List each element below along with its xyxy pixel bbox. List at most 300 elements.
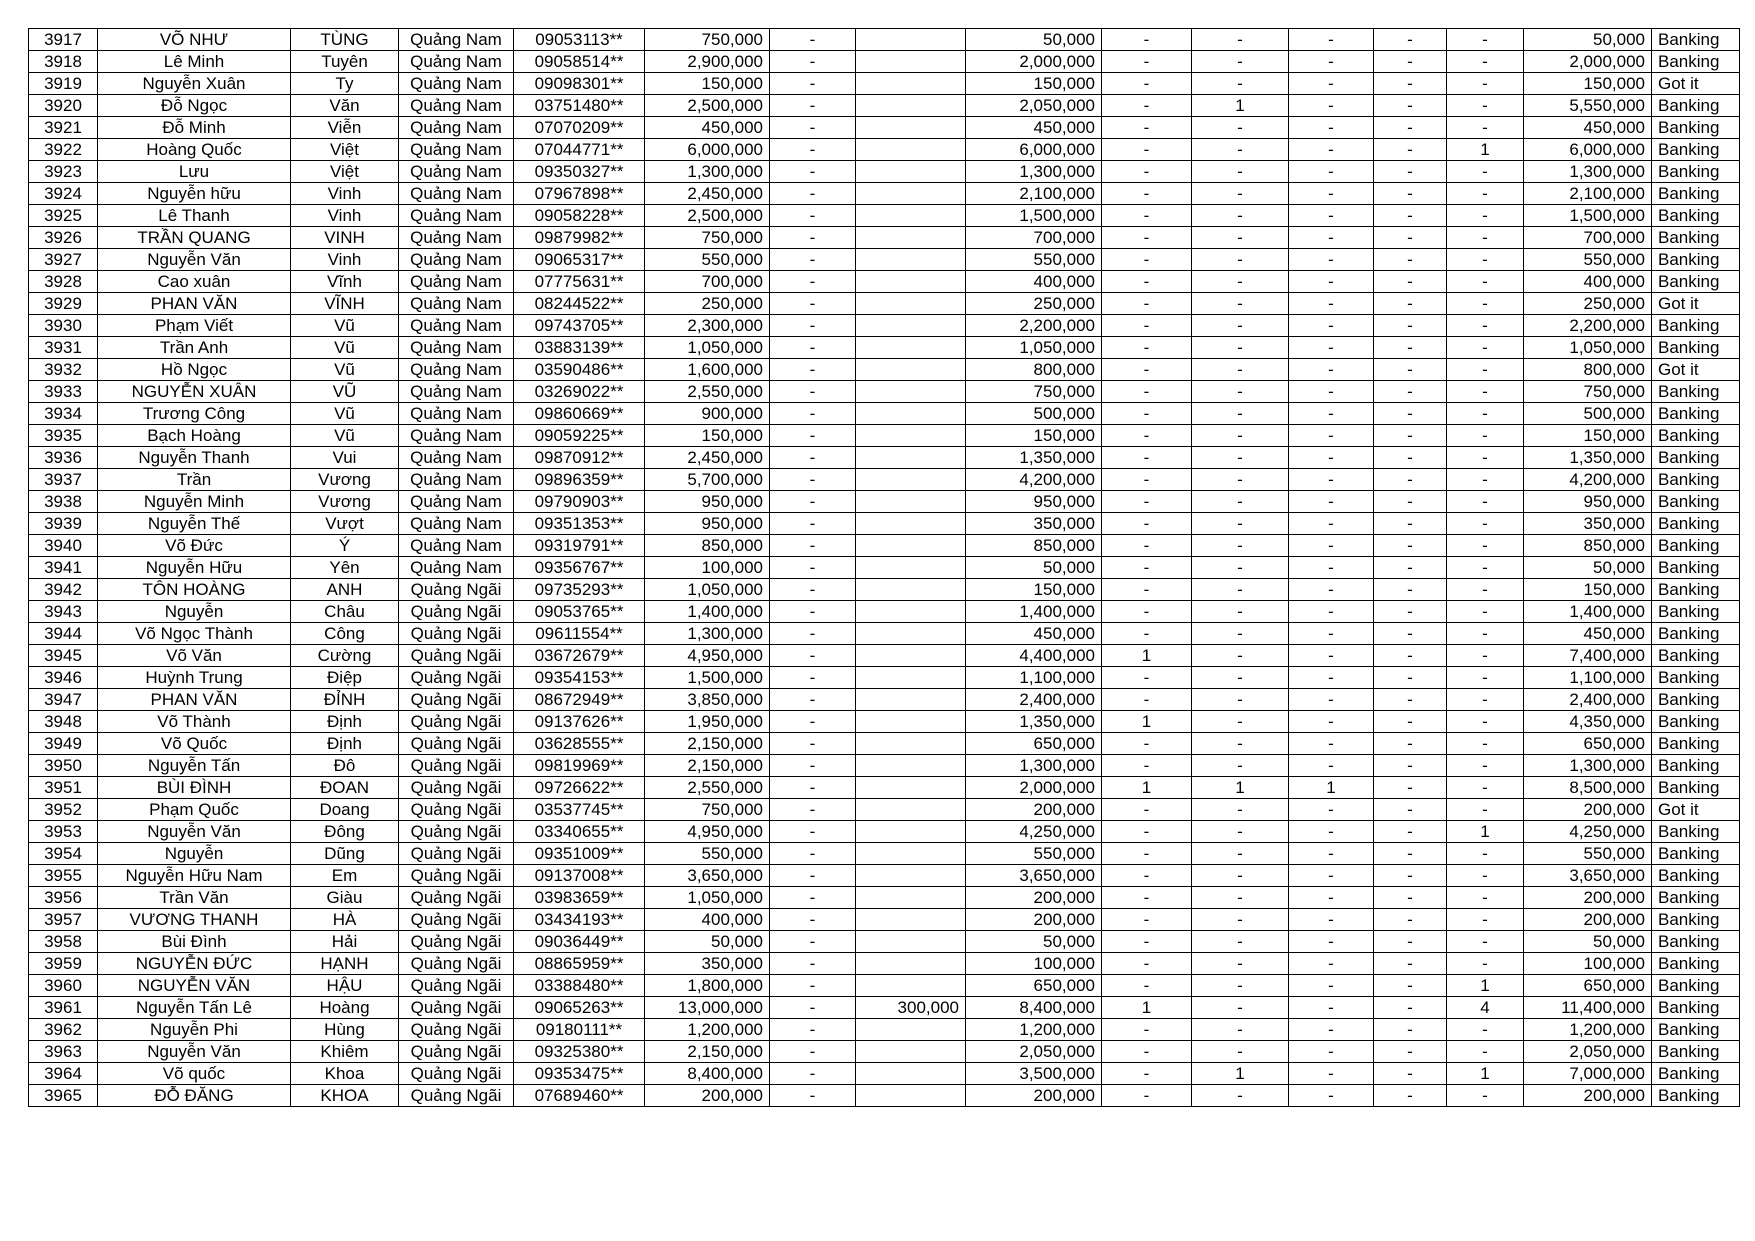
- paid-amount-cell: 50,000: [966, 557, 1102, 579]
- payment-method-cell: Banking: [1652, 403, 1740, 425]
- total-cell: 2,100,000: [1524, 183, 1652, 205]
- row-number: 3917: [29, 29, 98, 51]
- phone-cell: 09611554**: [514, 623, 645, 645]
- table-row: [29, 403, 1740, 425]
- amount-cell: 2,300,000: [645, 315, 770, 337]
- extra-amount-cell: [856, 799, 966, 821]
- count-a-cell: -: [1102, 271, 1192, 293]
- extra-amount-cell: [856, 557, 966, 579]
- dash-cell: -: [770, 909, 856, 931]
- first-name-cell: Nguyễn: [98, 843, 291, 865]
- count-c-cell: -: [1289, 1019, 1374, 1041]
- phone-cell: 08672949**: [514, 689, 645, 711]
- dash-cell: -: [770, 73, 856, 95]
- count-e-cell: -: [1447, 117, 1524, 139]
- payment-method-cell: Banking: [1652, 139, 1740, 161]
- table-row: [29, 139, 1740, 161]
- paid-amount-cell: 2,000,000: [966, 51, 1102, 73]
- count-d-cell: -: [1374, 381, 1447, 403]
- given-name-cell: Yên: [291, 557, 399, 579]
- first-name-cell: Đỗ Minh: [98, 117, 291, 139]
- row-number: 3950: [29, 755, 98, 777]
- paid-amount-cell: 950,000: [966, 491, 1102, 513]
- paid-amount-cell: 250,000: [966, 293, 1102, 315]
- phone-cell: 09059225**: [514, 425, 645, 447]
- dash-cell: -: [770, 447, 856, 469]
- count-b-cell: -: [1192, 271, 1289, 293]
- amount-cell: 2,150,000: [645, 733, 770, 755]
- payment-method-cell: Banking: [1652, 249, 1740, 271]
- amount-cell: 750,000: [645, 799, 770, 821]
- count-d-cell: -: [1374, 403, 1447, 425]
- paid-amount-cell: 450,000: [966, 117, 1102, 139]
- province-cell: Quảng Ngãi: [399, 777, 514, 799]
- table-row: [29, 271, 1740, 293]
- count-e-cell: -: [1447, 623, 1524, 645]
- phone-cell: 09879982**: [514, 227, 645, 249]
- row-number: 3924: [29, 183, 98, 205]
- count-a-cell: -: [1102, 491, 1192, 513]
- row-number: 3932: [29, 359, 98, 381]
- first-name-cell: Nguyễn Xuân: [98, 73, 291, 95]
- count-a-cell: -: [1102, 73, 1192, 95]
- table-row: [29, 1085, 1740, 1107]
- province-cell: Quảng Ngãi: [399, 733, 514, 755]
- province-cell: Quảng Nam: [399, 271, 514, 293]
- count-e-cell: -: [1447, 227, 1524, 249]
- count-e-cell: -: [1447, 557, 1524, 579]
- count-b-cell: 1: [1192, 1063, 1289, 1085]
- count-e-cell: -: [1447, 513, 1524, 535]
- row-number: 3953: [29, 821, 98, 843]
- given-name-cell: HẬU: [291, 975, 399, 997]
- extra-amount-cell: [856, 403, 966, 425]
- dash-cell: -: [770, 711, 856, 733]
- province-cell: Quảng Nam: [399, 139, 514, 161]
- province-cell: Quảng Nam: [399, 117, 514, 139]
- count-a-cell: -: [1102, 799, 1192, 821]
- count-e-cell: -: [1447, 183, 1524, 205]
- count-b-cell: -: [1192, 139, 1289, 161]
- total-cell: 800,000: [1524, 359, 1652, 381]
- count-a-cell: -: [1102, 469, 1192, 491]
- phone-cell: 09180111**: [514, 1019, 645, 1041]
- count-a-cell: -: [1102, 29, 1192, 51]
- paid-amount-cell: 200,000: [966, 909, 1102, 931]
- row-number: 3948: [29, 711, 98, 733]
- count-e-cell: -: [1447, 447, 1524, 469]
- given-name-cell: Hùng: [291, 1019, 399, 1041]
- table-row: [29, 711, 1740, 733]
- phone-cell: 09726622**: [514, 777, 645, 799]
- count-c-cell: -: [1289, 161, 1374, 183]
- count-d-cell: -: [1374, 117, 1447, 139]
- dash-cell: -: [770, 1063, 856, 1085]
- count-b-cell: -: [1192, 579, 1289, 601]
- dash-cell: -: [770, 777, 856, 799]
- total-cell: 1,400,000: [1524, 601, 1652, 623]
- row-number: 3922: [29, 139, 98, 161]
- paid-amount-cell: 1,200,000: [966, 1019, 1102, 1041]
- province-cell: Quảng Ngãi: [399, 623, 514, 645]
- total-cell: 1,350,000: [1524, 447, 1652, 469]
- paid-amount-cell: 150,000: [966, 425, 1102, 447]
- count-e-cell: -: [1447, 1041, 1524, 1063]
- total-cell: 1,050,000: [1524, 337, 1652, 359]
- province-cell: Quảng Nam: [399, 491, 514, 513]
- phone-cell: 03751480**: [514, 95, 645, 117]
- count-c-cell: -: [1289, 953, 1374, 975]
- given-name-cell: Định: [291, 711, 399, 733]
- given-name-cell: Vinh: [291, 249, 399, 271]
- count-d-cell: -: [1374, 51, 1447, 73]
- count-d-cell: -: [1374, 975, 1447, 997]
- payment-method-cell: Got it: [1652, 73, 1740, 95]
- dash-cell: -: [770, 557, 856, 579]
- first-name-cell: Nguyễn Thế: [98, 513, 291, 535]
- payment-method-cell: Banking: [1652, 667, 1740, 689]
- phone-cell: 09743705**: [514, 315, 645, 337]
- extra-amount-cell: [856, 29, 966, 51]
- count-d-cell: -: [1374, 733, 1447, 755]
- extra-amount-cell: [856, 359, 966, 381]
- payment-method-cell: Banking: [1652, 29, 1740, 51]
- province-cell: Quảng Nam: [399, 183, 514, 205]
- row-number: 3934: [29, 403, 98, 425]
- extra-amount-cell: [856, 623, 966, 645]
- payment-method-cell: Banking: [1652, 535, 1740, 557]
- count-b-cell: -: [1192, 469, 1289, 491]
- province-cell: Quảng Ngãi: [399, 843, 514, 865]
- extra-amount-cell: [856, 667, 966, 689]
- count-b-cell: -: [1192, 513, 1289, 535]
- count-d-cell: -: [1374, 821, 1447, 843]
- count-d-cell: -: [1374, 271, 1447, 293]
- given-name-cell: Ty: [291, 73, 399, 95]
- amount-cell: 1,050,000: [645, 579, 770, 601]
- phone-cell: 07775631**: [514, 271, 645, 293]
- count-a-cell: -: [1102, 1019, 1192, 1041]
- count-d-cell: -: [1374, 491, 1447, 513]
- count-e-cell: -: [1447, 667, 1524, 689]
- given-name-cell: Cường: [291, 645, 399, 667]
- count-d-cell: -: [1374, 579, 1447, 601]
- total-cell: 150,000: [1524, 579, 1652, 601]
- count-c-cell: -: [1289, 51, 1374, 73]
- count-b-cell: -: [1192, 1041, 1289, 1063]
- count-e-cell: -: [1447, 579, 1524, 601]
- phone-cell: 09319791**: [514, 535, 645, 557]
- count-c-cell: -: [1289, 469, 1374, 491]
- count-c-cell: -: [1289, 117, 1374, 139]
- extra-amount-cell: [856, 953, 966, 975]
- count-e-cell: -: [1447, 931, 1524, 953]
- given-name-cell: Khiêm: [291, 1041, 399, 1063]
- count-e-cell: -: [1447, 953, 1524, 975]
- total-cell: 2,400,000: [1524, 689, 1652, 711]
- province-cell: Quảng Nam: [399, 51, 514, 73]
- given-name-cell: Hoàng: [291, 997, 399, 1019]
- count-b-cell: -: [1192, 51, 1289, 73]
- given-name-cell: Giàu: [291, 887, 399, 909]
- dash-cell: -: [770, 1041, 856, 1063]
- table-row: [29, 887, 1740, 909]
- count-b-cell: -: [1192, 491, 1289, 513]
- count-b-cell: -: [1192, 403, 1289, 425]
- count-c-cell: -: [1289, 1085, 1374, 1107]
- phone-cell: 09137626**: [514, 711, 645, 733]
- count-d-cell: -: [1374, 601, 1447, 623]
- province-cell: Quảng Ngãi: [399, 1041, 514, 1063]
- province-cell: Quảng Ngãi: [399, 887, 514, 909]
- paid-amount-cell: 200,000: [966, 887, 1102, 909]
- amount-cell: 150,000: [645, 425, 770, 447]
- total-cell: 11,400,000: [1524, 997, 1652, 1019]
- count-a-cell: 1: [1102, 997, 1192, 1019]
- count-e-cell: -: [1447, 601, 1524, 623]
- count-e-cell: -: [1447, 73, 1524, 95]
- amount-cell: 2,150,000: [645, 1041, 770, 1063]
- payment-method-cell: Banking: [1652, 1085, 1740, 1107]
- paid-amount-cell: 850,000: [966, 535, 1102, 557]
- phone-cell: 09137008**: [514, 865, 645, 887]
- amount-cell: 700,000: [645, 271, 770, 293]
- phone-cell: 08865959**: [514, 953, 645, 975]
- phone-cell: 07044771**: [514, 139, 645, 161]
- paid-amount-cell: 1,500,000: [966, 205, 1102, 227]
- extra-amount-cell: [856, 183, 966, 205]
- amount-cell: 1,300,000: [645, 623, 770, 645]
- paid-amount-cell: 2,050,000: [966, 1041, 1102, 1063]
- payment-method-cell: Banking: [1652, 513, 1740, 535]
- count-b-cell: -: [1192, 425, 1289, 447]
- given-name-cell: Vượt: [291, 513, 399, 535]
- count-b-cell: -: [1192, 645, 1289, 667]
- amount-cell: 2,500,000: [645, 205, 770, 227]
- province-cell: Quảng Ngãi: [399, 1063, 514, 1085]
- count-c-cell: -: [1289, 73, 1374, 95]
- count-b-cell: -: [1192, 447, 1289, 469]
- count-c-cell: -: [1289, 95, 1374, 117]
- province-cell: Quảng Nam: [399, 425, 514, 447]
- given-name-cell: ĐỈNH: [291, 689, 399, 711]
- count-c-cell: -: [1289, 271, 1374, 293]
- province-cell: Quảng Ngãi: [399, 799, 514, 821]
- payment-method-cell: Banking: [1652, 931, 1740, 953]
- count-e-cell: -: [1447, 887, 1524, 909]
- payment-method-cell: Banking: [1652, 271, 1740, 293]
- extra-amount-cell: [856, 95, 966, 117]
- dash-cell: -: [770, 227, 856, 249]
- total-cell: 100,000: [1524, 953, 1652, 975]
- phone-cell: 09860669**: [514, 403, 645, 425]
- count-d-cell: -: [1374, 425, 1447, 447]
- count-a-cell: -: [1102, 381, 1192, 403]
- table-row: [29, 469, 1740, 491]
- paid-amount-cell: 400,000: [966, 271, 1102, 293]
- total-cell: 2,050,000: [1524, 1041, 1652, 1063]
- table-row: [29, 733, 1740, 755]
- payment-method-cell: Banking: [1652, 95, 1740, 117]
- amount-cell: 6,000,000: [645, 139, 770, 161]
- count-e-cell: -: [1447, 293, 1524, 315]
- province-cell: Quảng Nam: [399, 535, 514, 557]
- count-e-cell: -: [1447, 777, 1524, 799]
- row-number: 3929: [29, 293, 98, 315]
- phone-cell: 09098301**: [514, 73, 645, 95]
- table-row: [29, 645, 1740, 667]
- amount-cell: 750,000: [645, 29, 770, 51]
- amount-cell: 1,500,000: [645, 667, 770, 689]
- extra-amount-cell: [856, 381, 966, 403]
- province-cell: Quảng Ngãi: [399, 645, 514, 667]
- phone-cell: 09351009**: [514, 843, 645, 865]
- given-name-cell: VĨNH: [291, 293, 399, 315]
- total-cell: 200,000: [1524, 1085, 1652, 1107]
- count-e-cell: -: [1447, 51, 1524, 73]
- count-a-cell: -: [1102, 315, 1192, 337]
- table-row: [29, 843, 1740, 865]
- extra-amount-cell: [856, 227, 966, 249]
- amount-cell: 2,450,000: [645, 183, 770, 205]
- table-row: [29, 95, 1740, 117]
- count-e-cell: -: [1447, 1085, 1524, 1107]
- count-d-cell: -: [1374, 513, 1447, 535]
- extra-amount-cell: [856, 821, 966, 843]
- first-name-cell: TÔN HOÀNG: [98, 579, 291, 601]
- count-c-cell: -: [1289, 1041, 1374, 1063]
- paid-amount-cell: 2,400,000: [966, 689, 1102, 711]
- count-a-cell: 1: [1102, 711, 1192, 733]
- row-number: 3921: [29, 117, 98, 139]
- total-cell: 2,200,000: [1524, 315, 1652, 337]
- count-c-cell: -: [1289, 711, 1374, 733]
- dash-cell: -: [770, 293, 856, 315]
- count-e-cell: -: [1447, 381, 1524, 403]
- count-d-cell: -: [1374, 161, 1447, 183]
- phone-cell: 09058228**: [514, 205, 645, 227]
- extra-amount-cell: [856, 1041, 966, 1063]
- phone-cell: 03590486**: [514, 359, 645, 381]
- row-number: 3936: [29, 447, 98, 469]
- total-cell: 200,000: [1524, 887, 1652, 909]
- row-number: 3962: [29, 1019, 98, 1041]
- extra-amount-cell: [856, 249, 966, 271]
- total-cell: 7,400,000: [1524, 645, 1652, 667]
- first-name-cell: BÙI ĐÌNH: [98, 777, 291, 799]
- count-a-cell: -: [1102, 161, 1192, 183]
- dash-cell: -: [770, 821, 856, 843]
- count-b-cell: -: [1192, 293, 1289, 315]
- table-row: [29, 117, 1740, 139]
- table-row: [29, 689, 1740, 711]
- total-cell: 1,100,000: [1524, 667, 1652, 689]
- given-name-cell: Vương: [291, 469, 399, 491]
- count-c-cell: -: [1289, 623, 1374, 645]
- total-cell: 750,000: [1524, 381, 1652, 403]
- table-row: [29, 447, 1740, 469]
- amount-cell: 200,000: [645, 1085, 770, 1107]
- extra-amount-cell: [856, 1063, 966, 1085]
- province-cell: Quảng Ngãi: [399, 953, 514, 975]
- row-number: 3928: [29, 271, 98, 293]
- count-b-cell: -: [1192, 931, 1289, 953]
- first-name-cell: Võ Văn: [98, 645, 291, 667]
- count-d-cell: -: [1374, 645, 1447, 667]
- amount-cell: 3,850,000: [645, 689, 770, 711]
- count-b-cell: -: [1192, 843, 1289, 865]
- table-row: [29, 623, 1740, 645]
- province-cell: Quảng Nam: [399, 315, 514, 337]
- province-cell: Quảng Nam: [399, 29, 514, 51]
- count-e-cell: -: [1447, 205, 1524, 227]
- count-e-cell: -: [1447, 645, 1524, 667]
- paid-amount-cell: 1,350,000: [966, 711, 1102, 733]
- table-row: [29, 315, 1740, 337]
- total-cell: 7,000,000: [1524, 1063, 1652, 1085]
- given-name-cell: Khoa: [291, 1063, 399, 1085]
- payment-method-cell: Banking: [1652, 689, 1740, 711]
- payment-method-cell: Banking: [1652, 183, 1740, 205]
- table-row: [29, 161, 1740, 183]
- first-name-cell: NGUYỄN ĐỨC: [98, 953, 291, 975]
- payment-method-cell: Got it: [1652, 293, 1740, 315]
- amount-cell: 2,500,000: [645, 95, 770, 117]
- total-cell: 500,000: [1524, 403, 1652, 425]
- table-row: [29, 535, 1740, 557]
- total-cell: 1,300,000: [1524, 755, 1652, 777]
- count-a-cell: -: [1102, 117, 1192, 139]
- first-name-cell: Nguyễn: [98, 601, 291, 623]
- given-name-cell: Hải: [291, 931, 399, 953]
- first-name-cell: Lưu: [98, 161, 291, 183]
- payment-method-cell: Banking: [1652, 645, 1740, 667]
- row-number: 3949: [29, 733, 98, 755]
- extra-amount-cell: [856, 117, 966, 139]
- count-e-cell: -: [1447, 535, 1524, 557]
- dash-cell: -: [770, 51, 856, 73]
- count-b-cell: 1: [1192, 777, 1289, 799]
- given-name-cell: Vũ: [291, 337, 399, 359]
- count-e-cell: -: [1447, 95, 1524, 117]
- first-name-cell: Trần: [98, 469, 291, 491]
- amount-cell: 2,900,000: [645, 51, 770, 73]
- given-name-cell: Doang: [291, 799, 399, 821]
- table-row: [29, 799, 1740, 821]
- count-a-cell: -: [1102, 205, 1192, 227]
- count-d-cell: -: [1374, 95, 1447, 117]
- count-d-cell: -: [1374, 337, 1447, 359]
- count-e-cell: -: [1447, 909, 1524, 931]
- row-number: 3957: [29, 909, 98, 931]
- count-b-cell: -: [1192, 183, 1289, 205]
- province-cell: Quảng Nam: [399, 73, 514, 95]
- count-a-cell: -: [1102, 623, 1192, 645]
- dash-cell: -: [770, 337, 856, 359]
- count-d-cell: -: [1374, 293, 1447, 315]
- amount-cell: 1,050,000: [645, 887, 770, 909]
- row-number: 3963: [29, 1041, 98, 1063]
- extra-amount-cell: [856, 271, 966, 293]
- count-c-cell: -: [1289, 29, 1374, 51]
- first-name-cell: Nguyễn Minh: [98, 491, 291, 513]
- amount-cell: 150,000: [645, 73, 770, 95]
- province-cell: Quảng Nam: [399, 359, 514, 381]
- row-number: 3927: [29, 249, 98, 271]
- dash-cell: -: [770, 755, 856, 777]
- count-b-cell: 1: [1192, 95, 1289, 117]
- phone-cell: 09036449**: [514, 931, 645, 953]
